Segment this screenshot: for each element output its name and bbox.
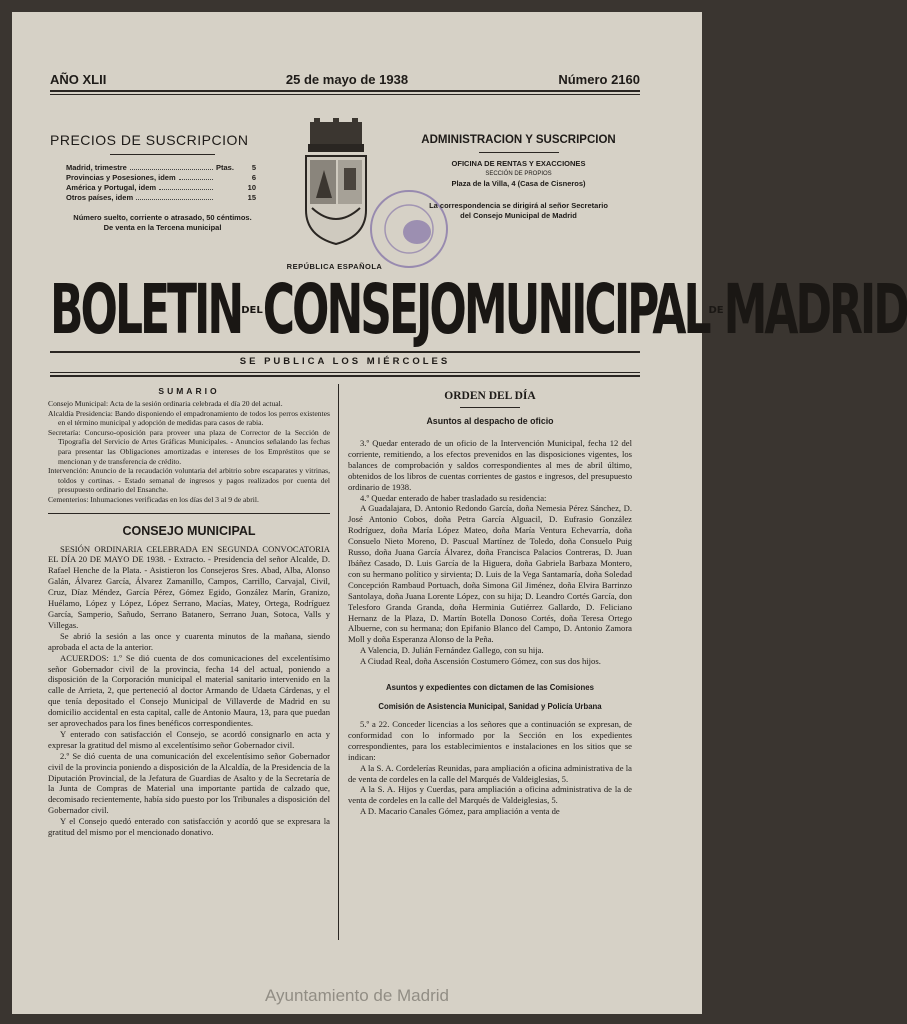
masthead-boletin: BOLETIN bbox=[50, 270, 242, 350]
sumario-item: Cementerios: Inhumaciones verificadas en los días del 3 al 9 de abril. bbox=[48, 494, 259, 504]
republic-label: REPÚBLICA ESPAÑOLA bbox=[286, 262, 383, 271]
left-column bbox=[48, 386, 330, 946]
orden-sub-comisiones: Asuntos y expedientes con dictamen de las Comisiones bbox=[386, 683, 594, 693]
paragraph: 4.º Quedar enterado de haber trasladado su residencia: bbox=[360, 492, 547, 503]
masthead-del: DEL bbox=[241, 304, 263, 316]
consejo-title: CONSEJO MUNICIPAL bbox=[122, 523, 256, 538]
consejo-list bbox=[48, 544, 330, 838]
year-label: AÑO XLII bbox=[50, 72, 107, 87]
masthead-rule bbox=[50, 351, 640, 353]
paragraph: A la S. A. Hijos y Cuerdas, para ampliación a oficina administrativa de la de venta de cordeles en la calle del Marqués de Valdeiglesias, 5. bbox=[348, 784, 632, 806]
price-label: América y Portugal, idem bbox=[66, 183, 157, 192]
prices-block bbox=[50, 132, 275, 233]
sumario-title: SUMARIO bbox=[158, 386, 220, 396]
masthead-de: DE bbox=[708, 304, 724, 316]
column-divider bbox=[338, 384, 339, 940]
sumario-item: Consejo Municipal: Acta de la sesión ordinaria celebrada el día 20 del actual. bbox=[48, 399, 283, 408]
paragraph: Se abrió la sesión a las once y cuarenta minutos de la mañana, siendo aprobada el acta de la anterior. bbox=[48, 630, 330, 652]
prices-rule bbox=[110, 154, 215, 155]
admin-note-council: del Consejo Municipal de Madrid bbox=[460, 211, 577, 220]
price-label: Madrid, trimestre bbox=[66, 163, 127, 172]
admin-block bbox=[397, 134, 640, 221]
coat-of-arms bbox=[302, 118, 370, 258]
orden-list-licencias bbox=[348, 719, 632, 817]
orden-list-oficio bbox=[348, 438, 632, 667]
price-table bbox=[66, 163, 256, 203]
publication-schedule: SE PUBLICA LOS MIÉRCOLES bbox=[239, 356, 451, 367]
masthead-consejo: CONSEJO bbox=[262, 270, 464, 350]
subtitle-rule bbox=[50, 372, 640, 373]
masthead bbox=[50, 270, 907, 350]
orden-sub-oficio: Asuntos al despacho de oficio bbox=[426, 416, 554, 426]
sumario-item: Secretaría: Concurso-oposición para proveer una plaza de Corrector de la Sección de Tipografía del Servicio de Artes Gráficas Municipales. - Anuncios señalando las fechas para presentar las Obligaciones amortizadas e intereses de los Empréstitos que se mencionan y de transferencia de crédito. bbox=[48, 427, 330, 466]
paragraph: Y el Consejo quedó enterado con satisfacción y acordó que se expresara la gratitud del mismo por el mencionado donativo. bbox=[48, 816, 330, 838]
paragraph: A Ciudad Real, doña Ascensión Costumero Gómez, con sus dos hijos. bbox=[360, 656, 601, 667]
admin-title: ADMINISTRACION Y SUSCRIPCION bbox=[421, 134, 616, 146]
prices-note-sale: De venta en la Tercena municipal bbox=[103, 223, 222, 232]
price-row bbox=[66, 193, 256, 203]
sumario-list bbox=[48, 399, 330, 505]
masthead-municipal: MUNICIPAL bbox=[463, 270, 709, 350]
price-label: Provincias y Posesiones, idem bbox=[66, 173, 176, 182]
price-value: 10 bbox=[247, 183, 256, 192]
subtitle-rule-thick bbox=[50, 375, 640, 377]
orden-rule bbox=[460, 407, 520, 408]
paragraph: A D. Macario Canales Gómez, para ampliación a venta de bbox=[360, 806, 560, 817]
leader-dots bbox=[130, 169, 213, 170]
paragraph: 5.º a 22. Conceder licencias a los señores que a continuación se expresan, de conformidad con lo informado por la Sección en los expedientes correspondientes, para los establecimientos e instalaciones en los sitios que se indican: bbox=[348, 719, 632, 762]
header-rule bbox=[50, 90, 640, 92]
admin-section: SECCIÓN DE PROPIOS bbox=[485, 171, 552, 177]
paragraph: ACUERDOS: 1.º Se dió cuenta de dos comunicaciones del excelentísimo señor Gobernador civil de la provincia, fecha 14 del actual, poniendo a disposición de la Corporación municipal el material sanitario intervenido en la calle de Arrieta, 2, que perteneció al doctor Armando de Udaeta Cárdenas, y el que tenía depositado el Consejo Municipal de Villaverde de Madrid en su domicilio accidental en esta capital, calle de Antonio Maura, 13, para que puedan ser aprovechados para los fines benéficos correspondientes. bbox=[48, 652, 330, 729]
sumario-rule bbox=[48, 513, 330, 514]
paragraph: A la S. A. Cordelerías Reunidas, para ampliación a oficina administrativa de la de venta de cordeles en la calle del Marqués de Valdeiglesias, 5. bbox=[348, 762, 632, 784]
admin-address: Plaza de la Villa, 4 (Casa de Cisneros) bbox=[451, 179, 586, 188]
orden-sub-sanidad: Comisión de Asistencia Municipal, Sanidad y Policía Urbana bbox=[378, 702, 602, 712]
orden-title: ORDEN DEL DÍA bbox=[444, 390, 536, 402]
leader-dots bbox=[159, 189, 213, 190]
paragraph: 2.º Se dió cuenta de una comunicación del excelentísimo señor Gobernador civil de la provincia poniendo a disposición de la Alcaldía, de la Presidencia de la Diputación Provincial, de la Jefatura de Guardias de Asalto y de la Secretaría de la Junta de Compras de Material una importante partida de calzado que, decomisado recientemente, había sido puesto por los Tribunales a disposición del Gobernador civil. bbox=[48, 750, 330, 816]
admin-rule bbox=[479, 152, 559, 153]
issue-number: Número 2160 bbox=[558, 72, 640, 87]
price-value: 15 bbox=[247, 193, 256, 202]
admin-office: OFICINA DE RENTAS Y EXACCIONES bbox=[451, 159, 586, 168]
newspaper-page bbox=[12, 12, 907, 1014]
price-value: 5 bbox=[251, 163, 256, 172]
paragraph: 3.º Quedar enterado de un oficio de la Intervención Municipal, fecha 12 del corriente, remitiendo, a los efectos prevenidos en las disposiciones vigentes, los balances de comprobación y saldos correspondientes al mes de abril último, obtenidos de los libros de cuentas corrientes de gastos e ingresos, del presupuesto ordinario de 1938. bbox=[348, 438, 632, 492]
sumario-item: Intervención: Anuncio de la recaudación voluntaria del arbitrio sobre escaparates y vitrinas, toldos y cortinas. - Estado semanal de ingresos y pagos realizados por cuenta del presupuesto ordinario del Ensanche. bbox=[48, 466, 330, 495]
masthead-madrid: MADRID bbox=[723, 270, 907, 350]
paragraph: A Guadalajara, D. Antonio Redondo García, doña Nemesia Pérez Sánchez, D. José Antonio Cobos, doña Petra García Alguacil, D. Eufrasio González Rodríguez, doña María López Mateo, doña María Ventura Echevarría, doña Consuelo Nieto Moreno, D. Pascual Martínez de Toledo, doña Consuelo Puig Russo, doña Juana García Álvarez, doña Francisca Palacios Contreras, D. Juan Ibáñez Casado, D. Luis García de la Higuera, doña Gabriela Barbaza Montero, con su hermano político y sirvienta; D. Luis de la Vega Santamaría, doña Soledad Concepción Rambaud Portuach, doña Simona Gil Jiménez, doña Elvira Barrinzo Santolaya, doña Juana Lorente López, con su hija; D. Leandro Cortés García, don Telesforo Granda Granda, doña Herminia Gutiérrez Gallardo, D. Feliciano Hernanz de la Plaza, D. Martín Botella Donoso Cortés, doña Teresa Ortego Albuerne, con su hermana; don Epifanio Blanco del Campo, D. Antonio Zamora Moll y doña Esperanza Alonso de la Peña. bbox=[348, 503, 632, 645]
price-row bbox=[66, 173, 256, 183]
price-unit: Ptas. bbox=[216, 163, 234, 172]
price-value: 6 bbox=[251, 173, 256, 182]
price-row bbox=[66, 163, 256, 173]
leader-dots bbox=[136, 199, 213, 200]
right-column bbox=[348, 386, 632, 946]
coat-of-arms-icon bbox=[302, 118, 370, 258]
prices-title: PRECIOS DE SUSCRIPCION bbox=[50, 132, 249, 148]
leader-dots bbox=[179, 179, 213, 180]
paragraph: Y enterado con satisfacción el Consejo, se acordó consignarlo en acta y expresar la gratitud del mismo al excelentísimo señor Gobernador civil. bbox=[48, 728, 330, 750]
sumario-item: Alcaldía Presidencia: Bando disponiendo el empadronamiento de todos los perros existentes en el término municipal y adopción de medidas para casos de rabia. bbox=[48, 408, 330, 428]
price-row bbox=[66, 183, 256, 193]
admin-note-correspondence: La correspondencia se dirigirá al señor Secretario bbox=[429, 201, 608, 210]
header-rule-thin bbox=[50, 94, 640, 95]
watermark: Ayuntamiento de Madrid bbox=[265, 986, 449, 1005]
issue-date: 25 de mayo de 1938 bbox=[285, 72, 409, 87]
prices-note-single: Número suelto, corriente o atrasado, 50 céntimos. bbox=[73, 213, 252, 222]
paragraph: SESIÓN ORDINARIA CELEBRADA EN SEGUNDA CONVOCATORIA EL DÍA 20 DE MAYO DE 1938. - Extracto. - Presidencia del señor Alcalde, D. Rafael Henche de la Plata. - Asistieron los Consejeros Sres. Abad, Alba, Alonso Galán, Álvarez García, Álvarez Zamanillo, Campos, Carrillo, Carvajal, Civil, Cruz, Díaz Méndez, García Pérez, Gómez Egido, González Marín, Granizo, Huélamo, López y López, López Serrano, Macías, Matey, Ortega, Rodríguez García, Samperio, Sañudo, Serrano Batanero, Serrano Juan, Sotoca, Valls y Villegas. bbox=[48, 543, 330, 630]
price-label: Otros países, idem bbox=[66, 193, 134, 202]
paragraph: A Valencia, D. Julián Fernández Gallego, con su hija. bbox=[360, 645, 544, 656]
